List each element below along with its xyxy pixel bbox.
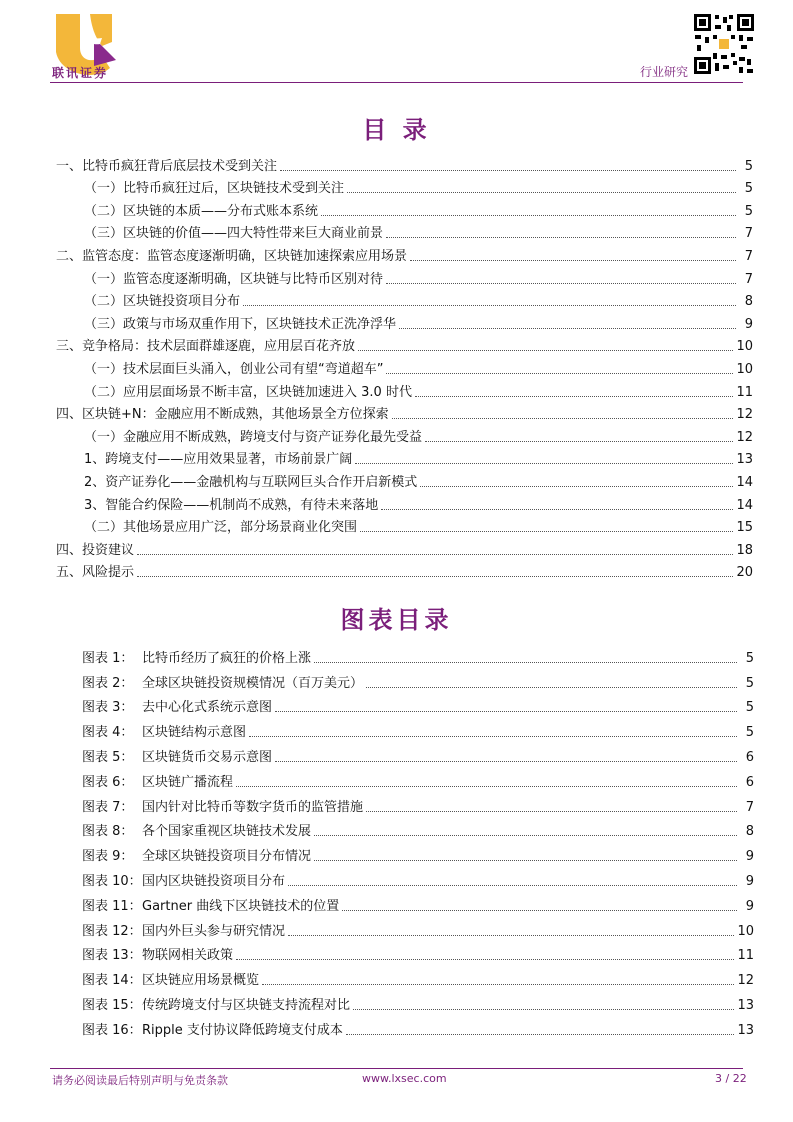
toc-entry-page: 11 <box>736 384 753 400</box>
figure-entry-label: 图表 14： <box>82 973 142 989</box>
toc-entry-page: 5 <box>744 158 753 174</box>
toc-entry-text: 四、投资建议 <box>56 542 135 558</box>
figure-entry[interactable] <box>82 766 754 791</box>
figure-entry[interactable] <box>82 915 754 940</box>
footer-website-link[interactable]: www.lxsec.com <box>362 1072 447 1085</box>
toc-entry-text: （二）区块链投资项目分布 <box>84 294 241 310</box>
toc-entry-page: 14 <box>736 497 753 513</box>
figure-entry-label: 图表 7： <box>82 799 134 815</box>
toc-entry-page: 7 <box>744 248 753 264</box>
figure-entry-label: 图表 11： <box>82 898 142 914</box>
figure-entry[interactable] <box>82 642 754 667</box>
figure-entry-text: 国内外巨头参与研究情况 <box>142 923 286 939</box>
figure-leader-dots <box>288 885 737 886</box>
figure-entry-label: 图表 5： <box>82 749 134 765</box>
toc-entry[interactable] <box>56 355 753 378</box>
toc-entry-page: 10 <box>736 339 753 355</box>
toc-entry[interactable] <box>56 536 753 559</box>
toc-title: 目 录 <box>362 116 431 144</box>
figure-entry-page: 5 <box>745 650 754 666</box>
toc-entry[interactable] <box>56 423 753 446</box>
figure-entry-page: 13 <box>737 997 754 1013</box>
footer-page-number: 3 / 22 <box>715 1072 747 1085</box>
toc-leader-dots <box>358 350 733 351</box>
toc-leader-dots <box>386 237 736 238</box>
page-header <box>0 0 793 90</box>
figure-entry-page: 5 <box>745 700 754 716</box>
toc-entry[interactable] <box>56 401 753 424</box>
figure-leader-dots <box>314 662 737 663</box>
toc-entry-text: 二、监管态度：监管态度逐渐明确，区块链加速探索应用场景 <box>56 248 408 264</box>
toc-entry-text: 1、跨境支付——应用效果显著，市场前景广阔 <box>84 452 353 468</box>
figure-entry-text: 各个国家重视区块链技术发展 <box>142 824 312 840</box>
toc-entry[interactable] <box>56 242 753 265</box>
figure-entry-text: 全球区块链投资项目分布情况 <box>142 849 312 865</box>
footer-disclaimer: 请务必阅读最后特别声明与免责条款 <box>52 1074 228 1087</box>
figure-entry-text: 国内区块链投资项目分布 <box>142 873 286 889</box>
toc-leader-dots <box>381 509 733 510</box>
report-type-label: 行业研究 <box>640 65 689 79</box>
figure-entry-text: 区块链广播流程 <box>142 774 234 790</box>
figure-leader-dots <box>249 736 737 737</box>
toc-leader-dots <box>355 463 733 464</box>
figure-entry-text: 国内针对比特币等数字货币的监管措施 <box>142 799 364 815</box>
toc-entry-page: 12 <box>736 407 753 423</box>
toc-entry[interactable] <box>56 152 753 175</box>
figure-entry-label: 图表 13： <box>82 948 142 964</box>
footer-divider <box>50 1068 743 1069</box>
toc-entry[interactable] <box>56 378 753 401</box>
toc-entry-text: （一）监管态度逐渐明确，区块链与比特币区别对待 <box>84 271 384 287</box>
figure-entry[interactable] <box>82 692 754 717</box>
figure-entry-page: 11 <box>737 948 754 964</box>
toc-entry-page: 15 <box>736 520 753 536</box>
toc-list <box>56 152 753 581</box>
company-logo-text: 联讯证券 <box>52 66 109 80</box>
figure-entry-label: 图表 12： <box>82 923 142 939</box>
figure-entry[interactable] <box>82 716 754 741</box>
figure-entry-page: 6 <box>745 774 754 790</box>
toc-leader-dots <box>360 531 733 532</box>
figure-entry-text: 区块链货币交易示意图 <box>142 749 273 765</box>
toc-entry-text: （一）比特币疯狂过后，区块链技术受到关注 <box>84 181 345 197</box>
figure-entry[interactable] <box>82 816 754 841</box>
figure-entry-label: 图表 1： <box>82 650 134 666</box>
toc-leader-dots <box>137 554 733 555</box>
toc-entry-text: （三）政策与市场双重作用下，区块链技术正洗净浮华 <box>84 316 397 332</box>
figure-entry-text: Gartner 曲线下区块链技术的位置 <box>142 898 340 914</box>
toc-entry[interactable] <box>56 265 753 288</box>
toc-leader-dots <box>321 215 736 216</box>
figure-leader-dots <box>275 711 737 712</box>
toc-entry[interactable] <box>56 491 753 514</box>
toc-entry-page: 18 <box>736 542 753 558</box>
figure-entry[interactable] <box>82 940 754 965</box>
figure-entry[interactable] <box>82 667 754 692</box>
toc-entry-text: 2、资产证券化——金融机构与互联网巨头合作开启新模式 <box>84 474 418 490</box>
toc-leader-dots <box>420 486 733 487</box>
header-divider <box>50 82 743 83</box>
toc-entry-text: 3、智能合约保险——机制尚不成熟，有待未来落地 <box>84 497 379 513</box>
toc-entry[interactable] <box>56 333 753 356</box>
figure-entry-page: 13 <box>737 1022 754 1038</box>
toc-entry-text: 四、区块链+N：金融应用不断成熟，其他场景全方位探索 <box>56 407 389 423</box>
toc-leader-dots <box>280 170 736 171</box>
figure-entry[interactable] <box>82 989 754 1014</box>
figure-entry-text: 区块链结构示意图 <box>142 725 247 741</box>
figure-entry-text: 全球区块链投资规模情况（百万美元） <box>142 675 364 691</box>
toc-leader-dots <box>410 260 736 261</box>
figure-entry-page: 6 <box>745 749 754 765</box>
figure-leader-dots <box>236 786 737 787</box>
figure-entry-page: 9 <box>745 849 754 865</box>
toc-entry-text: （三）区块链的价值——四大特性带来巨大商业前景 <box>84 226 384 242</box>
figure-entry-text: Ripple 支付协议降低跨境支付成本 <box>142 1022 343 1038</box>
figure-entry[interactable] <box>82 890 754 915</box>
toc-entry-page: 5 <box>744 203 753 219</box>
toc-entry-text: （一）技术层面巨头涌入，创业公司有望“弯道超车” <box>84 361 384 377</box>
toc-entry-text: 三、竞争格局：技术层面群雄逐鹿，应用层百花齐放 <box>56 339 356 355</box>
figure-entry[interactable] <box>82 865 754 890</box>
toc-leader-dots <box>386 373 733 374</box>
figure-entry-page: 12 <box>737 973 754 989</box>
toc-entry-page: 12 <box>736 429 753 445</box>
figure-leader-dots <box>353 1009 734 1010</box>
figure-entry-label: 图表 9： <box>82 849 134 865</box>
toc-leader-dots <box>392 418 734 419</box>
figure-list-title: 图表目录 <box>340 606 453 634</box>
figure-entry-label: 图表 2： <box>82 675 134 691</box>
figure-leader-dots <box>366 687 737 688</box>
figure-entry-text: 比特币经历了疯狂的价格上涨 <box>142 650 312 666</box>
toc-entry-page: 5 <box>744 181 753 197</box>
figure-leader-dots <box>262 984 734 985</box>
figure-list <box>82 642 754 1039</box>
toc-entry-page: 20 <box>736 565 753 581</box>
toc-entry-page: 7 <box>744 271 753 287</box>
figure-entry[interactable] <box>82 791 754 816</box>
figure-entry-text: 物联网相关政策 <box>142 948 234 964</box>
figure-entry-page: 7 <box>745 799 754 815</box>
toc-entry-page: 9 <box>744 316 753 332</box>
figure-entry-label: 图表 8： <box>82 824 134 840</box>
toc-entry[interactable] <box>56 197 753 220</box>
figure-entry-page: 5 <box>745 675 754 691</box>
figure-leader-dots <box>288 935 734 936</box>
figure-entry[interactable] <box>82 840 754 865</box>
figure-entry[interactable] <box>82 964 754 989</box>
toc-entry-text: （二）区块链的本质——分布式账本系统 <box>84 203 319 219</box>
figure-leader-dots <box>346 1034 735 1035</box>
toc-entry[interactable] <box>56 559 753 582</box>
figure-leader-dots <box>275 761 737 762</box>
figure-entry-page: 8 <box>745 824 754 840</box>
figure-entry-text: 去中心化式系统示意图 <box>142 700 273 716</box>
figure-entry-label: 图表 3： <box>82 700 134 716</box>
figure-leader-dots <box>314 835 737 836</box>
qr-code-icon <box>693 13 755 75</box>
figure-entry-label: 图表 10： <box>82 873 142 889</box>
toc-entry-page: 13 <box>736 452 753 468</box>
toc-leader-dots <box>415 396 734 397</box>
toc-entry[interactable] <box>56 310 753 333</box>
toc-entry-text: 五、风险提示 <box>56 565 135 581</box>
figure-entry-page: 9 <box>745 898 754 914</box>
figure-entry-page: 5 <box>745 725 754 741</box>
figure-entry-page: 9 <box>745 873 754 889</box>
toc-entry-page: 14 <box>736 474 753 490</box>
figure-leader-dots <box>366 811 737 812</box>
figure-entry-label: 图表 15： <box>82 997 142 1013</box>
toc-entry[interactable] <box>56 175 753 198</box>
figure-entry-label: 图表 4： <box>82 725 134 741</box>
toc-entry-page: 8 <box>744 294 753 310</box>
figure-leader-dots <box>236 959 734 960</box>
toc-entry-text: （二）应用层面场景不断丰富，区块链加速进入 3.0 时代 <box>84 384 412 400</box>
toc-entry-text: （二）其他场景应用广泛，部分场景商业化突围 <box>84 520 358 536</box>
toc-leader-dots <box>347 192 736 193</box>
toc-leader-dots <box>425 441 733 442</box>
toc-entry-page: 10 <box>736 361 753 377</box>
toc-entry[interactable] <box>56 514 753 537</box>
toc-entry-text: 一、比特币疯狂背后底层技术受到关注 <box>56 158 278 174</box>
toc-leader-dots <box>243 305 736 306</box>
figure-entry-label: 图表 6： <box>82 774 134 790</box>
figure-entry[interactable] <box>82 741 754 766</box>
figure-leader-dots <box>314 860 737 861</box>
toc-leader-dots <box>386 283 736 284</box>
figure-entry-page: 10 <box>737 923 754 939</box>
figure-entry-text: 区块链应用场景概览 <box>142 973 260 989</box>
figure-entry-label: 图表 16： <box>82 1022 142 1038</box>
toc-entry-page: 7 <box>744 226 753 242</box>
toc-entry[interactable] <box>56 220 753 243</box>
toc-leader-dots <box>137 576 733 577</box>
toc-leader-dots <box>399 328 736 329</box>
toc-entry[interactable] <box>56 288 753 311</box>
figure-entry-text: 传统跨境支付与区块链支持流程对比 <box>142 997 351 1013</box>
toc-entry[interactable] <box>56 446 753 469</box>
figure-leader-dots <box>342 910 737 911</box>
toc-entry[interactable] <box>56 468 753 491</box>
figure-entry[interactable] <box>82 1014 754 1039</box>
toc-entry-text: （一）金融应用不断成熟，跨境支付与资产证券化最先受益 <box>84 429 423 445</box>
